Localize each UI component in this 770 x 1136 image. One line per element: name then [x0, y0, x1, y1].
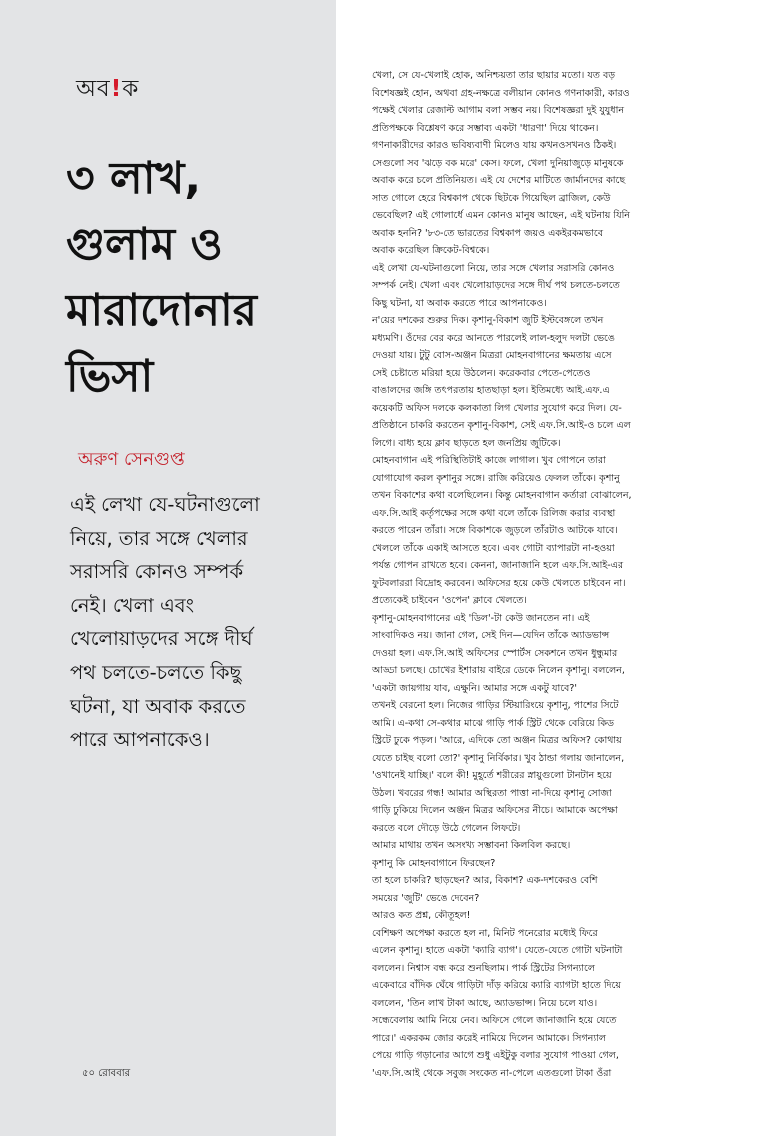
body-line: এলেন কৃশানু। হাতে একটা 'ক্যারি ব্যাগ'। যেতে-যেতে গোটা ঘটনাটা: [372, 945, 623, 956]
body-line: বাঙালদের জঙ্গি তৎপরতায় হাতছাড়া হল। ইতিমধ্যে আই.এফ.এ: [372, 385, 610, 396]
standfirst-line: সরাসরি কোনও সম্পর্ক: [70, 560, 244, 584]
body-line: আমি। এ-কথা সে-কথার মাঝে গাড়ি পার্ক স্ট্রিট থেকে বেরিয়ে কিড: [372, 717, 614, 729]
body-line: 'এফ.সি.আই থেকে সবুজ সংকেত না-পেলে এতগুলো টাকা ওঁরা: [372, 1067, 612, 1079]
body-line: সাত গোলে হেরে বিশ্বকাপ থেকে ছিটকে গিয়েছিল ব্রাজিল, কেউ: [372, 192, 611, 204]
title-line: ৩ লাখ,: [66, 153, 202, 204]
body-line: উঠল। খবরের গন্ধ! আমার অস্থিরতা পাত্তা না-দিয়ে কৃশানু সোজা: [372, 787, 612, 799]
standfirst-line: নেই। খেলা এবং: [70, 593, 195, 617]
body-line: পর্যন্ত গোপন রাখতে হবে। কেননা, জানাজানি হলে এফ.সি.আই-এর: [372, 560, 624, 571]
body-line: ফুটবলাররা বিদ্রোহ করবেন। অফিসের হয়ে কেউ খেলতে চাইবেন না।: [372, 577, 626, 589]
body-line: করতে পারেন তাঁরা। সঙ্গে বিকাশকে জুড়লে তাঁরটাও আটকে যাবে।: [372, 525, 618, 536]
body-line: 'ওখানেই যাচ্ছি।' বলে কী! মুহূর্তে শরীরের স্নায়ুগুলো টানটান হয়ে: [372, 770, 612, 781]
body-line: পেয়ে গাড়ি গড়ানোর আগে শুধু এইটুকু বলার সুযোগ পাওয়া গেল,: [372, 1050, 619, 1061]
body-line: ভেবেছিল? এই গোলার্ধে এমন কোনও মানুষ আছেন, এই ঘটনায় যিনি: [372, 210, 630, 221]
standfirst-line: নিয়ে, তার সঙ্গে খেলার: [70, 526, 248, 550]
body-line: বললেন। নিশ্বাস বন্ধ করে শুনছিলাম। পার্ক স্ট্রিটের সিগন্যালে: [372, 962, 595, 974]
title-line: ভিসা: [66, 351, 154, 402]
body-line: বললেন, 'তিন লাখ টাকা আছে, অ্যাডভান্স। নিয়ে চলে যাও।: [372, 997, 598, 1009]
body-line: বেশিক্ষণ অপেক্ষা করতে হল না, মিনিট পনেরোর মধ্যেই ফিরে: [372, 927, 598, 939]
body-line: পক্ষেই খেলার রেজাল্ট আগাম বলা সম্ভব নয়। বিশেষজ্ঞরা দুই যুযুধান: [372, 105, 625, 116]
section-label-pre: অব: [76, 76, 111, 102]
body-line: মধ্যমণি। ওঁদের বের করে আনতে পারলেই লাল-হলুদ দলটা ভেঙে: [372, 332, 615, 344]
body-line: তখনই বেরনো হল। নিজের গাড়ির স্টিয়ারিংয়ে কৃশানু, পাশের সিটে: [372, 700, 619, 711]
body-line: সময়ের 'জুটি' ভেঙে দেবেন?: [372, 892, 480, 904]
body-line: আড্ডা চলছে। চোখের ইশারায় বাইরে ডেকে নিলেন কৃশানু। বললেন,: [372, 665, 625, 676]
body-line: কিছু ঘটনা, যা অবাক করতে পারে আপনাকেও।: [372, 297, 547, 309]
body-line: স্ট্রিটে ঢুকে পড়ল। 'আরে, এদিকে তো অঞ্জন মিত্রর অফিস? কোথায়: [372, 735, 622, 746]
body-line: দেওয়া হল। এফ.সি.আই অফিসের স্পোর্টস সেকশনে তখন ধুন্ধুমার: [372, 647, 618, 659]
body-line: সাংবাদিকও নয়। জানা গেল, সেই দিন—যেদিন তাঁকে অ্যাডভান্স: [372, 630, 610, 641]
body-line: একেবারে বাঁদিক ঘেঁষে গাড়িটা দাঁড় করিয়ে ক্যারি ব্যাগটা হাতে দিয়ে: [372, 980, 621, 991]
body-line: অবাক হননি? '৮৩-তে ভারতের বিশ্বকাপ জয়ও একইরকমভাবে: [372, 227, 603, 239]
body-line: 'একটা জায়গায় যাব, এক্ষুনি। আমার সঙ্গে একটু যাবে?': [372, 682, 577, 694]
body-line: গাড়ি ঢুকিয়ে দিলেন অঞ্জন মিত্রর অফিসের নীচে। আমাকে অপেক্ষা: [372, 805, 618, 816]
body-line: আরও কত প্রশ্ন, কৌতূহল!: [372, 910, 471, 921]
title-line: মারাদোনার: [66, 285, 257, 336]
body-line: মোহনবাগান এই পরিস্থিতিটাই কাজে লাগাল। খুব গোপনে তারা: [372, 455, 606, 466]
body-line: সম্পর্ক নেই। খেলা এবং খেলোয়াড়দের সঙ্গে দীর্ঘ পথ চলতে-চলতে: [372, 280, 620, 291]
body-line: প্রতিষ্ঠানে চাকরি করতেন কৃশানু-বিকাশ, সেই এফ.সি.আই-ও চলে এল: [372, 420, 631, 431]
body-line: পারে।' একরকম জোর করেই নামিয়ে দিলেন আমাকে। সিগন্যাল: [372, 1032, 606, 1044]
body-line: লিগে। বাধ্য হয়ে ক্লাব ছাড়তে হল জনপ্রিয় জুটিকে।: [372, 437, 561, 449]
standfirst-line: পারে আপনাকেও।: [70, 728, 210, 752]
standfirst-line: এই লেখা যে-ঘটনাগুলো: [70, 493, 260, 516]
body-line: ন'য়ের দশকের শুরুর দিক। কৃশানু-বিকাশ জুটি ইস্টবেঙ্গলে তখন: [372, 315, 604, 326]
body-line: সেগুলো সব 'ঝড়ে বক মরে' কেস। ফলে, খেলা দুনিয়াজুড়ে মানুষকে: [372, 157, 624, 169]
body-line: প্রত্যেকেই চাইবেন 'ওপেন' ক্লাবে খেলতে।: [372, 595, 527, 606]
body-line: সেই চেষ্টাতে মরিয়া হয়ে উঠলেন। করেকবার পেতে-পেতেও: [372, 367, 591, 379]
body-line: অবাক করেছিল ক্রিকেট-বিশ্বকে।: [372, 245, 490, 256]
body-line: খেললে তাঁকে একাই আসতে হবে। এবং গোটা ব্যাপারটা না-হওয়া: [372, 542, 615, 554]
body-line: যেতে চাইছ বলো তো?' কৃশানু নির্বিকার। খুব ঠান্ডা গলায় জানালেন,: [372, 752, 625, 764]
standfirst-line: ঘটনা, যা অবাক করতে: [70, 694, 246, 718]
body-line: কৃশানু-মোহনবাগানের এই 'ডিল'-টা কেউ জানতেন না। এই: [372, 612, 590, 624]
body-line: দেওয়া যায়। টুটু বোস-অঞ্জন মিত্ররা মোহনবাগানের ক্ষমতায় এসে: [372, 350, 612, 361]
title-line: গুলাম ও: [66, 219, 223, 270]
body-line: কয়েকটি অফিস দলকে কলকাতা লিগ খেলার সুযোগ করে দিল। যে-: [372, 402, 622, 414]
body-line: খেলা, সে যে-খেলাই হোক, অনিশ্চয়তা তার ছায়ার মতো। যত বড়: [372, 70, 616, 81]
body-line: এফ.সি.আই কর্তৃপক্ষের সঙ্গে কথা বলে তাঁকে রিলিজ করার ব্যবস্থা: [372, 507, 616, 519]
standfirst: [70, 488, 332, 757]
body-line: করতে বলে দৌড়ে উঠে গেলেন লিফটে।: [372, 822, 521, 834]
section-label: [76, 70, 139, 109]
author-byline: অরুণ সেনগুপ্ত: [78, 449, 185, 470]
body-line: কৃশানু কি মোহনবাগানে ফিরছেন?: [372, 857, 496, 869]
body-line: তখন বিকাশের কথা বলেছিলেন। কিন্তু মোহনবাগান কর্তারা বোঝালেন,: [372, 490, 632, 501]
body-line: গণনাকারীদের কারও ভবিষ্যবাণী মিলেও যায় কখনওসখনও ঠিকই।: [372, 140, 617, 151]
body-line: বিশেষজ্ঞই হোন, অথবা গ্রহ-নক্ষত্রে বলীয়ান কোনও গণনাকারী, কারও: [372, 87, 630, 99]
body-line: তা হলে চাকরি? ছাড়ছেন? আর, বিকাশ? এক-দশকেরও বেশি: [372, 875, 598, 886]
standfirst-line: খেলোয়াড়দের সঙ্গে দীর্ঘ: [70, 627, 253, 651]
left-panel: [0, 0, 336, 1136]
article-title: [66, 146, 331, 410]
article-body: [372, 67, 758, 1082]
body-line: অবাক করে চলে প্রতিনিয়ত। এই যে দেশের মাটিতে জার্মানদের কাছে: [372, 175, 626, 186]
body-line: যোগাযোগ করল কৃশানুর সঙ্গে। রাজি করিয়েও ফেলল তাঁকে। কৃশানু: [372, 472, 620, 484]
body-line: এই লেখা যে-ঘটনাগুলো নিয়ে, তার সঙ্গে খেলার সরাসরি কোনও: [372, 262, 615, 274]
body-line: প্রতিপক্ষকে বিশ্লেষণ করে সম্ভাব্য একটা 'ধারণা' দিয়ে থাকেন।: [372, 122, 599, 134]
exclamation-mark: !: [110, 76, 123, 102]
body-line: সন্ধেবেলায় আমি নিয়ে নেব। অফিসে গেলে জানাজানি হয়ে যেতে: [372, 1015, 617, 1026]
standfirst-line: পথ চলতে-চলতে কিছু: [70, 660, 242, 684]
page-footer: ৫০ রোববার: [82, 1068, 131, 1079]
body-line: আমার মাথায় তখন অসংখ্য সম্ভাবনা কিলবিল করছে।: [372, 840, 571, 851]
section-label-post: ক: [122, 76, 140, 102]
